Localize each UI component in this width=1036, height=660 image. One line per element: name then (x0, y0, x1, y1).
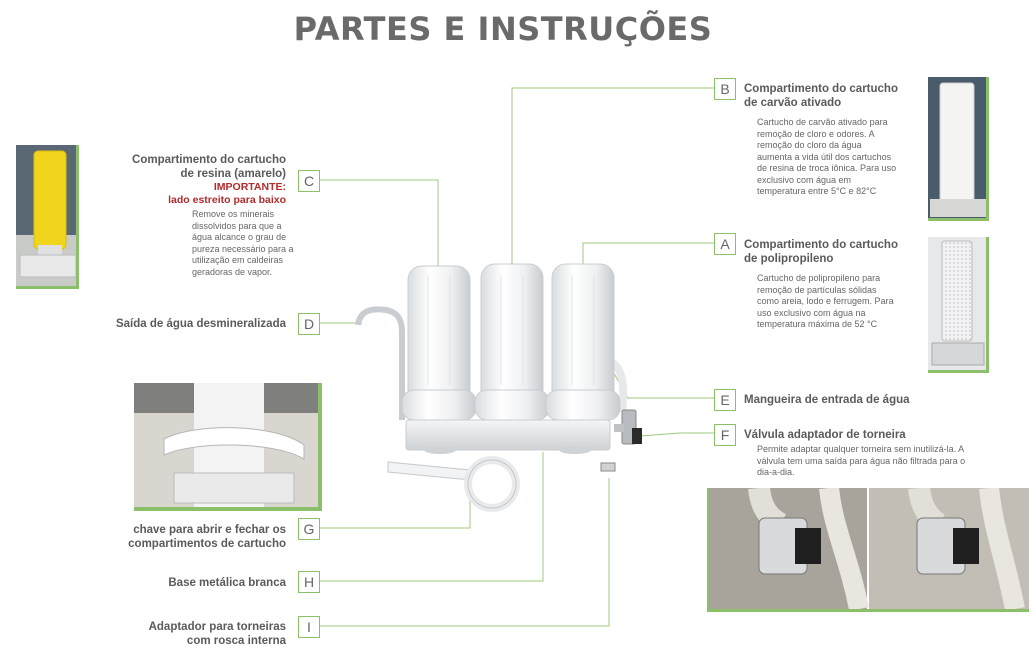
desc-line: Cartucho de polipropileno para (757, 273, 881, 283)
label-i (80, 620, 286, 648)
label-b (744, 82, 924, 198)
label-a-desc (757, 273, 924, 331)
valve-closeup-photo (707, 488, 1029, 612)
label-i-title-2: com rosca interna (186, 635, 286, 647)
desc-line: temperatura entre 5°C e 82°C (757, 186, 877, 196)
badge-g: G (298, 518, 320, 540)
badge-b: B (714, 78, 736, 100)
desc-line: dia-a-dia. (757, 467, 795, 477)
badge-i: I (298, 616, 320, 638)
cartridge-housing-c (402, 266, 476, 420)
label-g-title-2: compartimentos de cartucho (128, 538, 286, 550)
desc-line: dissolvidos para que a (192, 220, 282, 231)
label-f (744, 428, 1004, 479)
label-d: Saída de água desmineralizada (115, 318, 286, 330)
desc-line: geradoras de vapor. (192, 266, 273, 277)
threaded-adapter (601, 463, 615, 471)
label-b-desc (757, 117, 924, 198)
desc-line: aumenta a vida útil dos cartuchos (757, 151, 892, 162)
label-c-title-1: Compartimento do cartucho (132, 154, 286, 166)
badge-c: C (298, 170, 320, 192)
label-c-title-2: de resina (amarelo) (180, 168, 286, 180)
wrench-usage-photo (134, 383, 322, 511)
desc-line: Remove os minerais (192, 209, 275, 219)
desc-line: remoção do cloro da água (757, 140, 862, 150)
label-c-desc (192, 209, 312, 278)
label-a-title-1: Compartimento do cartucho (744, 239, 898, 251)
desc-line: de resina de troca iônica. Para uso (757, 163, 897, 173)
label-a-title-2: de polipropileno (744, 253, 834, 265)
label-b-title-1: Compartimento do cartucho (744, 83, 898, 95)
desc-line: uso exclusivo com água na (757, 307, 866, 318)
resin-cartridge-photo (16, 145, 79, 289)
housing-wrench (388, 460, 516, 508)
cartridge-housing-b (475, 264, 549, 420)
badge-h: H (298, 571, 320, 593)
desc-line: água alcance o grau de (192, 232, 287, 242)
desc-line: remoção de cloro e odores. A (757, 128, 875, 139)
carbon-cartridge-photo (928, 77, 989, 221)
desc-line: pureza necessário para a (192, 243, 294, 254)
badge-f: F (714, 424, 736, 446)
badge-a: A (714, 233, 736, 255)
label-g-title-1: chave para abrir e fechar os (133, 524, 286, 536)
label-f-title: Válvula adaptador de torneira (744, 429, 906, 441)
label-c-important-2: lado estreito para baixo (168, 194, 286, 206)
desc-line: remoção de partículas sólidas (757, 284, 877, 295)
label-f-desc (757, 444, 1004, 479)
desc-line: Cartucho de carvão ativado para (757, 117, 888, 127)
desc-line: válvula tem uma saída para água não filtrada para o (757, 455, 966, 466)
desc-line: Permite adaptar qualquer torneira sem inutilizá-la. A (757, 444, 965, 454)
desc-line: temperatura máxima de 52 °C (757, 319, 878, 329)
cartridge-housing-a (546, 264, 620, 420)
badge-d: D (298, 313, 320, 335)
page-title: PARTES E INSTRUÇÕES (293, 10, 713, 48)
label-i-title-1: Adaptador para torneiras (148, 621, 286, 633)
label-e: Mangueira de entrada de água (744, 394, 910, 406)
label-h: Base metálica branca (168, 577, 286, 589)
label-a (744, 238, 924, 331)
faucet-spout (358, 309, 402, 420)
desc-line: como areia, lodo e ferrugem. Para (757, 296, 894, 306)
badge-e: E (714, 389, 736, 411)
metal-base (406, 420, 610, 450)
label-b-title-2: de carvão ativado (744, 97, 842, 109)
label-c (110, 153, 286, 207)
label-g (80, 523, 286, 551)
polypropylene-cartridge-photo (928, 237, 989, 373)
desc-line: exclusivo com água em (757, 174, 852, 185)
desc-line: utilização em caldeiras (192, 255, 284, 265)
label-c-important: IMPORTANTE: (213, 181, 286, 193)
